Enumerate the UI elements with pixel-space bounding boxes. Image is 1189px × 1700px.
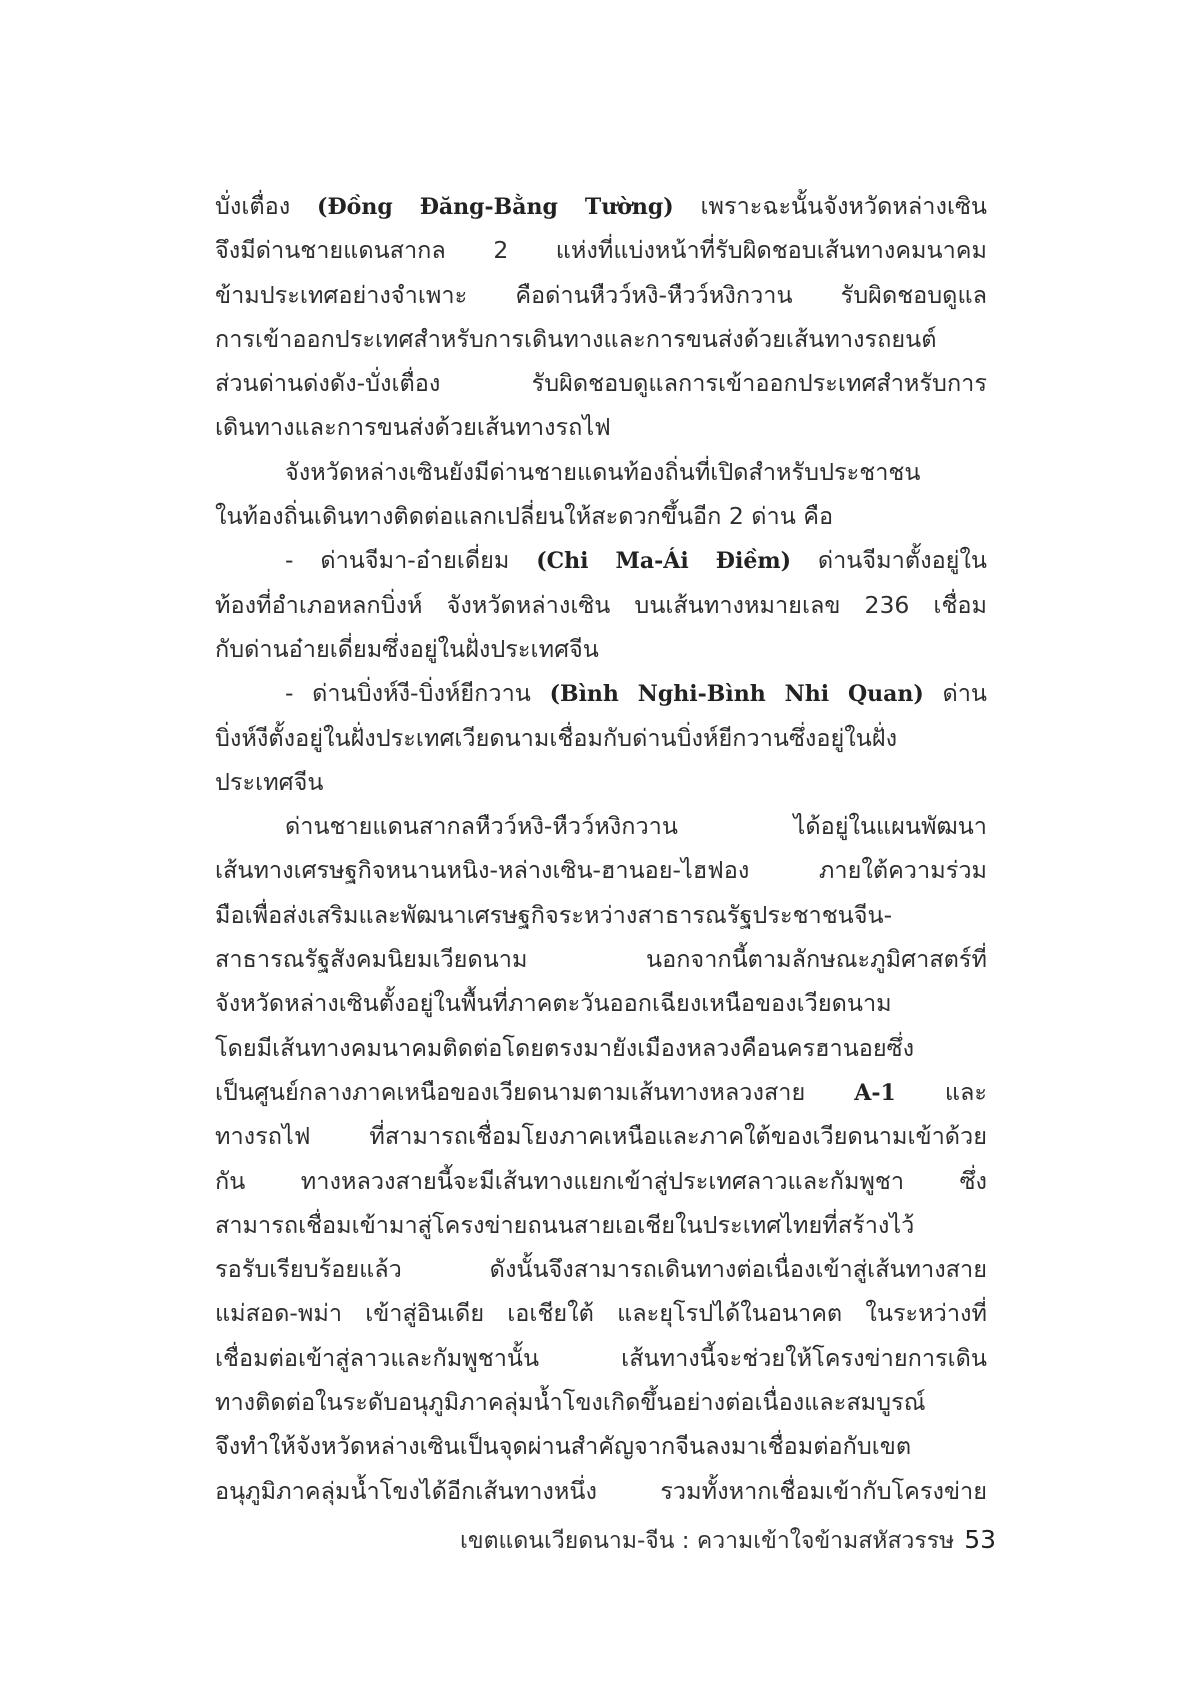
running-title: เขตแดนเวียดนาม-จีน : ความเข้าใจข้ามสหัสวรรษ: [460, 1528, 955, 1554]
text-line: [215, 1247, 987, 1291]
text-segment: จังหวัดหล่างเซินตั้งอยู่ในพื้นที่ภาคตะวันออกเฉียงเหนือของเวียดนาม: [215, 989, 892, 1018]
text-segment: เส้นทางเศรษฐกิจหนานหนิง-หล่างเซิน-ฮานอย-ไฮฟอง ภายใต้ความร่วม: [215, 856, 987, 885]
text-segment: ด่าน: [923, 679, 987, 708]
text-line: [215, 981, 987, 1025]
text-line: [215, 893, 987, 937]
text-segment: การเข้าออกประเทศสำหรับการเดินทางและการขนส่งด้วยเส้นทางรถยนต์: [215, 324, 937, 353]
text-line: [215, 228, 987, 272]
text-segment: ทางติดต่อในระดับอนุภูมิภาคลุ่มน้ำโขงเกิดขึ้นอย่างต่อเนื่องและสมบูรณ์: [215, 1388, 926, 1417]
text-segment: กัน ทางหลวงสายนี้จะมีเส้นทางแยกเข้าสู่ประเทศลาวและกัมพูชา ซึ่ง: [215, 1166, 987, 1195]
text-line: [215, 937, 987, 981]
text-line: [215, 1159, 987, 1203]
text-segment: ด่านจีมาตั้งอยู่ใน: [791, 546, 987, 575]
body-text: [215, 184, 987, 1513]
text-segment: ประเทศจีน: [215, 767, 324, 796]
text-line: [215, 1291, 987, 1335]
text-segment: ข้ามประเทศอย่างจำเพาะ คือด่านหืวว์หงิ-หืวว์หงิกวาน รับผิดชอบดูแล: [215, 280, 987, 309]
vietnamese-name: A-1: [854, 1079, 896, 1106]
text-line: [215, 1026, 987, 1070]
text-line: [215, 583, 987, 627]
text-segment: โดยมีเส้นทางคมนาคมติดต่อโดยตรงมายังเมืองหลวงคือนครฮานอยซึ่ง: [215, 1033, 915, 1062]
text-line: [215, 804, 987, 848]
text-line: [215, 1203, 987, 1247]
text-line: [215, 1424, 987, 1468]
text-line: [215, 1469, 987, 1513]
text-line: [215, 1070, 987, 1114]
text-segment: จึงมีด่านชายแดนสากล 2 แห่งที่แบ่งหน้าที่รับผิดชอบเส้นทางคมนาคม: [215, 236, 987, 265]
text-line: [215, 1380, 987, 1424]
text-line: [215, 538, 987, 582]
vietnamese-name: (Chi Ma-Ái Điềm): [536, 548, 792, 575]
text-line: [215, 273, 987, 317]
text-line: [215, 317, 987, 361]
text-segment: ส่วนด่านด่งดัง-บั่งเตื่อง รับผิดชอบดูแลการเข้าออกประเทศสำหรับการ: [215, 369, 987, 398]
text-line: [215, 1114, 987, 1158]
text-line: [215, 494, 987, 538]
text-segment: เป็นศูนย์กลางภาคเหนือของเวียดนามตามเส้นทางหลวงสาย: [215, 1077, 855, 1106]
text-segment: แม่สอด-พม่า เข้าสู่อินเดีย เอเชียใต้ และยุโรปได้ในอนาคต ในระหว่างที่: [215, 1299, 987, 1328]
vietnamese-name: (Bình Nghi-Bình Nhi Quan): [549, 681, 924, 708]
text-segment: - ด่านจีมา-อ๋ายเดี่ยม: [285, 546, 537, 575]
text-segment: จึงทำให้จังหวัดหล่างเซินเป็นจุดผ่านสำคัญจากจีนลงมาเชื่อมต่อกับเขต: [215, 1432, 912, 1461]
vietnamese-name: (Đồng Đăng-Bằng Tường): [317, 194, 674, 220]
text-line: [215, 716, 987, 760]
text-line: [215, 671, 987, 715]
text-segment: เชื่อมต่อเข้าสู่ลาวและกัมพูชานั้น เส้นทางนี้จะช่วยให้โครงข่ายการเดิน: [215, 1343, 987, 1372]
text-segment: มือเพื่อส่งเสริมและพัฒนาเศรษฐกิจระหว่างสาธารณรัฐประชาชนจีน-: [215, 900, 893, 929]
text-line: [215, 760, 987, 804]
text-segment: สามารถเชื่อมเข้ามาสู่โครงข่ายถนนสายเอเชียในประเทศไทยที่สร้างไว้: [215, 1210, 915, 1239]
text-segment: และ: [895, 1077, 987, 1106]
text-line: [215, 627, 987, 671]
text-segment: ทางรถไฟ ที่สามารถเชื่อมโยงภาคเหนือและภาคใต้ของเวียดนามเข้าด้วย: [215, 1122, 987, 1151]
text-segment: รอรับเรียบร้อยแล้ว ดังนั้นจึงสามารถเดินทางต่อเนื่องเข้าสู่เส้นทางสาย: [215, 1255, 987, 1284]
text-segment: เพราะฉะนั้นจังหวัดหล่างเซิน: [673, 192, 987, 220]
text-segment: - ด่านบิ่งห์งี-บิ่งห์ยีกวาน: [285, 679, 550, 708]
text-line: [215, 361, 987, 405]
text-segment: ในท้องถิ่นเดินทางติดต่อแลกเปลี่ยนให้สะดวกขึ้นอีก 2 ด่าน คือ: [215, 502, 834, 531]
text-segment: จังหวัดหล่างเซินยังมีด่านชายแดนท้องถิ่นที่เปิดสำหรับประชาชน: [285, 457, 921, 486]
text-line: [215, 405, 987, 449]
text-segment: เดินทางและการขนส่งด้วยเส้นทางรถไฟ: [215, 413, 611, 442]
text-segment: อนุภูมิภาคลุ่มน้ำโขงได้อีกเส้นทางหนึ่ง รวมทั้งหากเชื่อมเข้ากับโครงข่าย: [215, 1476, 987, 1505]
text-line: [215, 184, 987, 228]
text-line: [215, 450, 987, 494]
text-segment: บั่งเตื่อง: [215, 192, 318, 220]
page-footer: [460, 1523, 997, 1559]
text-segment: บิ่งห์งีตั้งอยู่ในฝั่งประเทศเวียดนามเชื่อมกับด่านบิ่งห์ยีกวานซึ่งอยู่ในฝั่ง: [215, 723, 898, 752]
text-segment: กับด่านอ๋ายเดี่ยมซึ่งอยู่ในฝั่งประเทศจีน: [215, 634, 599, 663]
page-number: 53: [964, 1525, 997, 1554]
text-segment: ด่านชายแดนสากลหืวว์หงิ-หืวว์หงิกวาน ได้อยู่ในแผนพัฒนา: [285, 812, 987, 841]
text-segment: สาธารณรัฐสังคมนิยมเวียดนาม นอกจากนี้ตามลักษณะภูมิศาสตร์ที่: [215, 945, 987, 974]
text-line: [215, 1336, 987, 1380]
text-segment: ท้องที่อำเภอหลกบิ่งห์ จังหวัดหล่างเซิน บนเส้นทางหมายเลข 236 เชื่อม: [215, 590, 987, 619]
text-line: [215, 848, 987, 892]
